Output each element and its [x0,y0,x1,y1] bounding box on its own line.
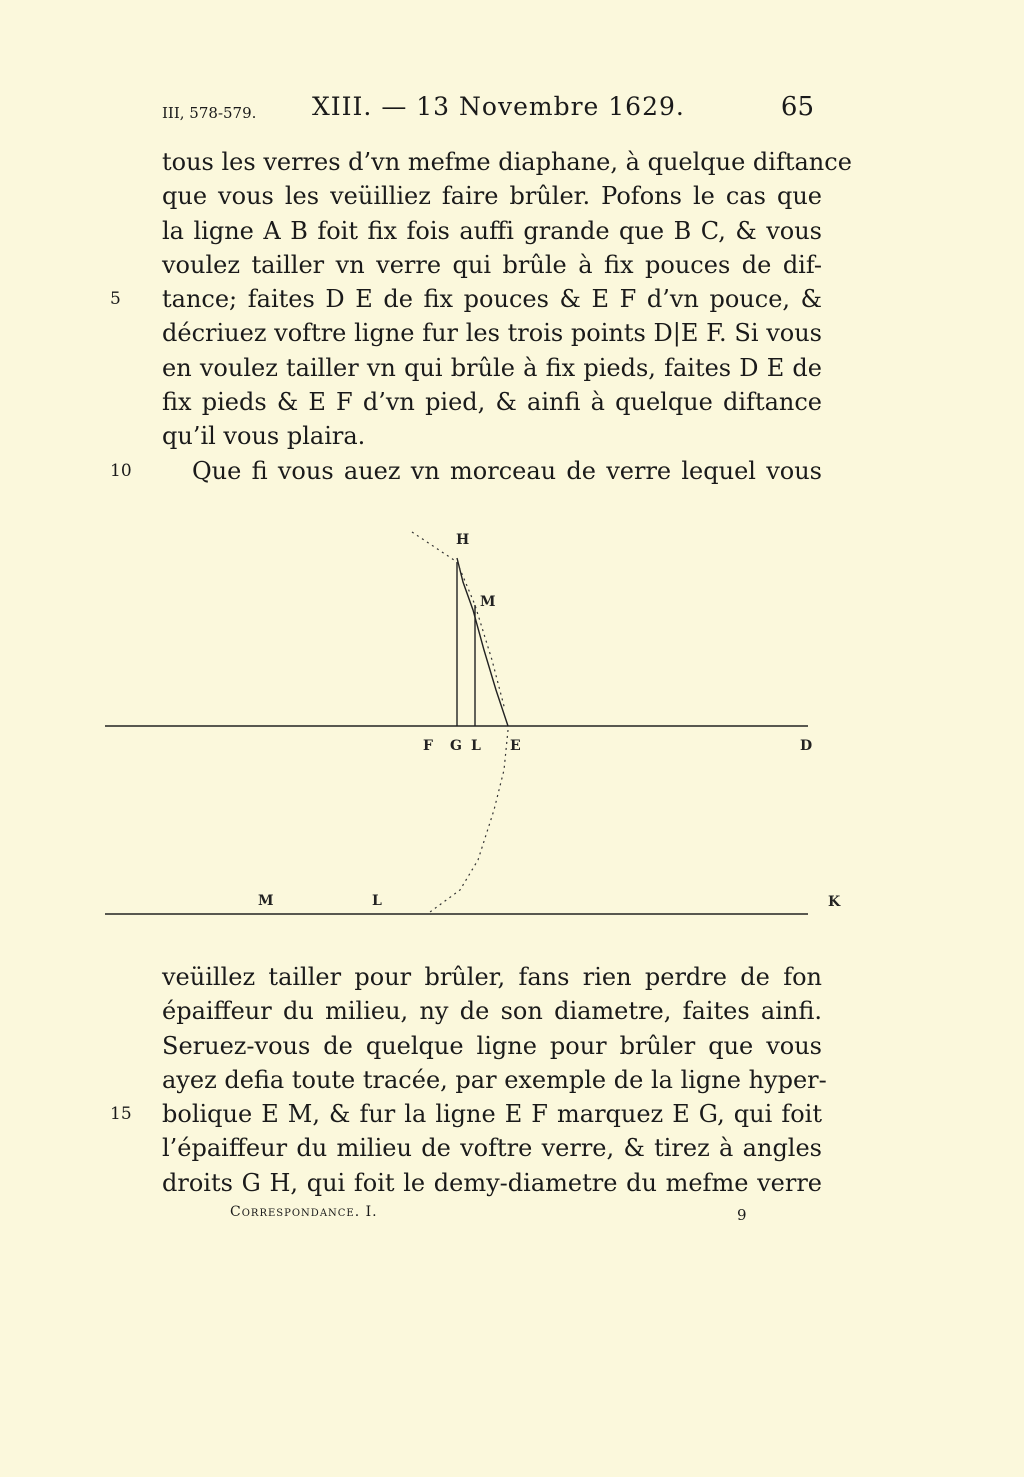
text-line: décriuez voftre ligne fur les trois points D|E F. Si vous [162,319,822,348]
footer [230,1204,750,1228]
line-number: 5 [110,289,121,310]
text-line: 15 bolique E M, & fur la ligne E F marquez E G, qui foit [162,1097,822,1131]
text-line: voulez tailler vn verre qui brûle à fix pouces de dif- [162,250,822,279]
dotted-curve-lower [430,730,508,912]
paragraph-1 [110,145,852,488]
label-k: K [828,894,841,910]
label-h: H [456,532,470,548]
geometric-figure [100,510,860,930]
text-line: Seruez-vous de quelque ligne pour brûler que vous [162,1031,822,1060]
text-line: épaiffeur du milieu, ny de son diametre, faites ainfi. [162,997,822,1026]
label-m-lower: M [258,893,274,909]
hyperbolic-curve [457,558,508,726]
text-line: en voulez tailler vn qui brûle à fix pieds, faites D E de [162,353,822,382]
running-header [162,92,818,132]
line-number: 10 [110,460,132,481]
text-line: 5 tance; faites D E de fix pouces & E F d’vn pouce, & [162,282,822,316]
text-line: 10 Que fi vous auez vn morceau de verre lequel vous [162,454,822,488]
text-line: la ligne A B foit fix fois auffi grande que B C, & vous [162,216,822,245]
label-f: F [423,738,433,754]
label-m-upper: M [480,594,496,610]
dotted-curve-upper [412,532,505,710]
text-line: l’épaiffeur du milieu de voftre verre, & tirez à angles [162,1134,822,1163]
text-line: tous les verres d’vn mefme diaphane, à quelque diftance [162,148,852,176]
label-l-upper: L [471,738,481,754]
header-title: XIII. — 13 Novembre 1629. [312,92,685,121]
page-number: 65 [780,92,814,122]
label-e: E [510,738,521,754]
line-number: 15 [110,1104,132,1125]
footer-title: Correspondance. I. [230,1204,378,1220]
text-line: que vous les veüilliez faire brûler. Pofons le cas que [162,182,822,211]
label-l-lower: L [372,893,382,909]
text-line: ayez defia toute tracée, par exemple de la ligne hyper- [162,1065,827,1094]
signature-mark: 9 [737,1206,747,1224]
label-d: D [800,738,813,754]
paragraph-2 [110,960,827,1200]
text-line: fix pieds & E F d’vn pied, & ainfi à quelque diftance [162,388,822,417]
text-line: droits G H, qui foit le demy-diametre du mefme verre [162,1168,822,1197]
label-g: G [450,738,462,754]
text-line: qu’il vous plaira. [162,422,366,451]
text-line: veüillez tailler pour brûler, fans rien perdre de fon [162,963,822,991]
header-reference: III, 578-579. [162,104,257,122]
